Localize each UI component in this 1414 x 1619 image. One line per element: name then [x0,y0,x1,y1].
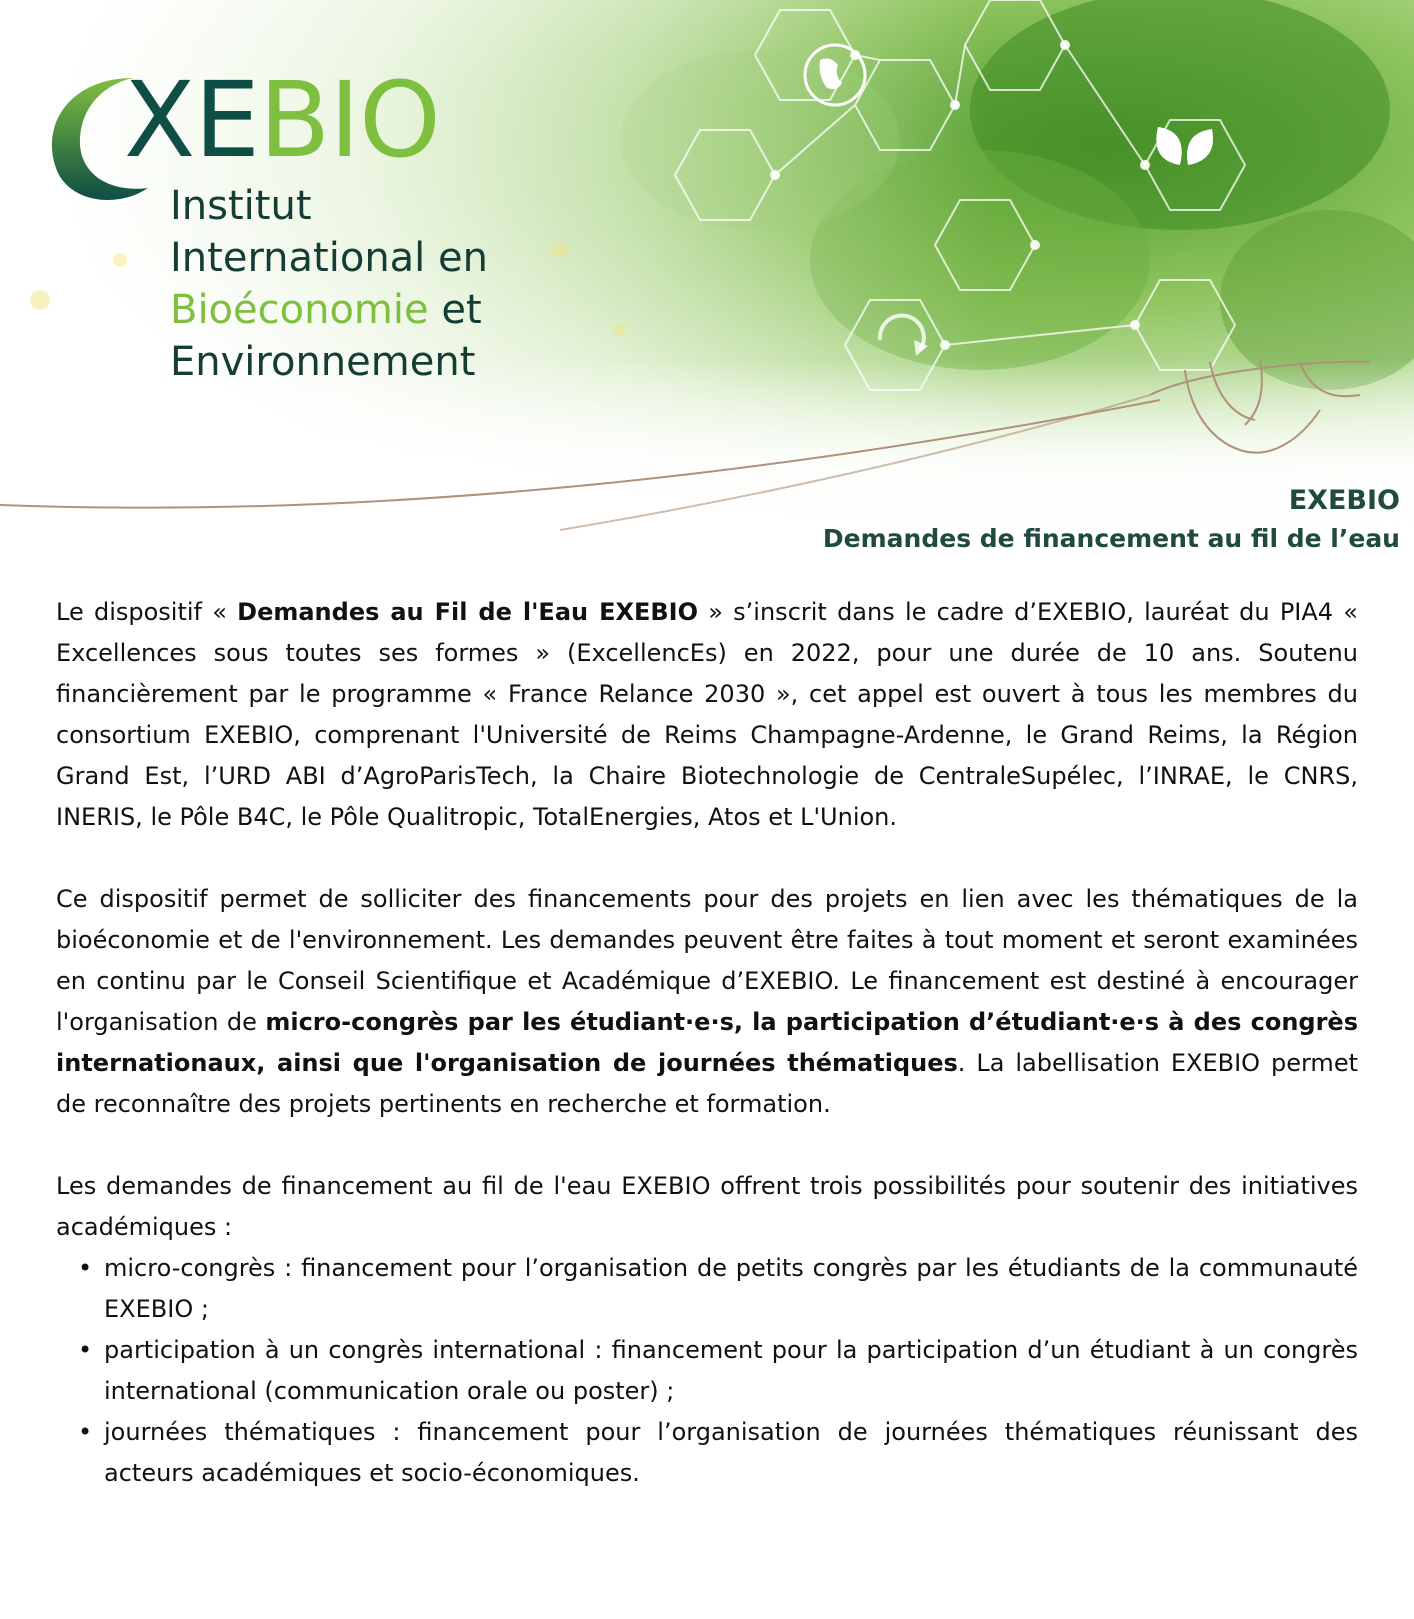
list-item: • journées thématiques : financement pour l’organisation de journées thématiques réunissant des acteurs académiques et socio-économiques. [104,1412,1358,1494]
list-item: • participation à un congrès international : financement pour la participation d’un étudiant à un congrès international (communication orale ou poster) ; [104,1330,1358,1412]
options-list [56,1248,1358,1494]
paragraph-purpose [56,879,1358,1125]
logo-line-2: International en [170,235,488,281]
bold-funding-types: micro-congrès par les étudiant·e·s, la participation d’étudiant·e·s à des congrès internationaux, ainsi que l'organisation de journées thématiques [56,1008,1358,1077]
exebio-logo [38,59,518,385]
list-item: • micro-congrès : financement pour l’organisation de petits congrès par les étudiants de la communauté EXEBIO ; [104,1248,1358,1330]
heading-title: EXEBIO [1288,485,1400,516]
logo-word-bio: BIO [258,59,440,181]
logo-word-xe: XE [124,59,259,181]
logo-wordmark [124,60,440,180]
bold-program-name: Demandes au Fil de l'Eau EXEBIO [237,598,698,626]
logo-line-3 [170,284,488,336]
document-body [56,592,1358,1494]
paragraph-options-intro: Les demandes de financement au fil de l'eau EXEBIO offrent trois possibilités pour soutenir des initiatives académiques : [56,1172,1358,1241]
logo-line-3-green: Bioéconomie [170,287,429,333]
logo-line-3-rest: et [428,287,482,333]
text-span: Le dispositif « [56,598,238,626]
logo-line-1: Institut [170,183,312,229]
text-span: . La labellisation EXEBIO permet de reconnaître des projets pertinents en recherche et formation. [56,1049,1358,1118]
logo-line-4: Environnement [170,339,476,385]
logo-subtitle [170,180,488,388]
heading-subtitle: Demandes de financement au fil de l’eau [822,524,1400,553]
paragraph-intro [56,592,1358,838]
text-span: Ce dispositif permet de solliciter des financements pour des projets en lien avec les thématiques de la bioéconomie et de l'environnement. Les demandes peuvent être faites à tout moment et seront examinées en continu par le Conseil Scientifique et Académique d’EXEBIO. Le financement est destiné à encourager l'organisation de [56,885,1358,1036]
text-span: » s’inscrit dans le cadre d’EXEBIO, lauréat du PIA4 « Excellences sous toutes ses formes » (ExcellencEs) en 2022, pour une durée de 10 ans. Soutenu financièrement par le programme « France Relance 2030 », cet appel est ouvert à tous les membres du consortium EXEBIO, comprenant l'Université de Reims Champagne-Ardenne, le Grand Reims, la Région Grand Est, l’URD ABI d’AgroParisTech, la Chaire Biotechnologie de CentraleSupélec, l’INRAE, le CNRS, INERIS, le Pôle B4C, le Pôle Qualitropic, TotalEnergies, Atos et L'Union. [56,598,1358,831]
document-heading [823,482,1400,558]
header-banner [0,0,1414,580]
